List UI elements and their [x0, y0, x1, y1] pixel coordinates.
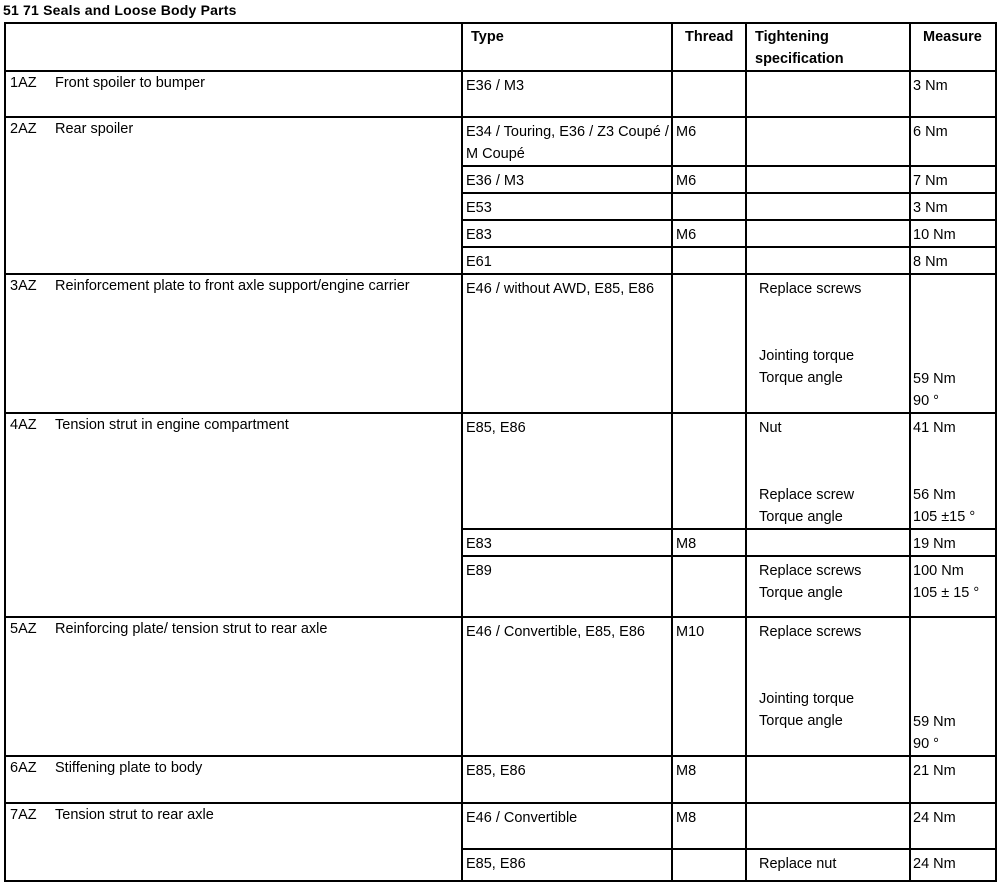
measure-list	[911, 194, 995, 219]
spacer	[747, 300, 909, 345]
thread-value	[673, 850, 745, 853]
item-code: 1AZ	[10, 75, 37, 91]
spec-cell	[746, 413, 910, 529]
thread-cell	[672, 247, 746, 274]
thread-value	[673, 194, 745, 197]
thread-cell	[672, 274, 746, 413]
spec-cell	[746, 803, 910, 849]
measure-list	[911, 118, 995, 143]
measure-list	[911, 557, 995, 604]
spec-list	[747, 804, 909, 807]
item-description: Rear spoiler	[55, 121, 134, 137]
spacer	[747, 439, 909, 484]
measure-cell	[910, 617, 996, 756]
item-cell	[5, 117, 462, 274]
header-row	[5, 23, 996, 71]
item-code: 4AZ	[10, 417, 37, 433]
spec-list	[747, 221, 909, 224]
measure-cell	[910, 117, 996, 166]
type-value: E85, E86	[466, 420, 526, 436]
item-description: Reinforcement plate to front axle support/engine carrier	[55, 278, 410, 294]
measure-cell	[910, 529, 996, 556]
item-cell	[5, 71, 462, 117]
page-title: 51 71 Seals and Loose Body Parts	[3, 2, 237, 18]
measure-value: 100 Nm	[913, 563, 964, 579]
measure-list	[911, 757, 995, 782]
thread-cell	[672, 193, 746, 220]
spec-list	[747, 757, 909, 760]
thread-cell	[672, 756, 746, 803]
spacer	[911, 621, 995, 666]
spec-cell	[746, 617, 910, 756]
spec-cell	[746, 71, 910, 117]
type-value: E46 / Convertible	[466, 810, 578, 826]
thread-value	[673, 414, 745, 417]
type-cell	[462, 556, 672, 617]
measure-list	[911, 850, 995, 875]
measure-value: 59 Nm	[913, 371, 956, 387]
measure-value: 3 Nm	[913, 200, 948, 216]
measure-value: 59 Nm	[913, 714, 956, 730]
spec-line: Torque angle	[759, 509, 843, 525]
measure-list	[911, 618, 995, 755]
item-cell	[5, 756, 462, 803]
item-description: Reinforcing plate/ tension strut to rear axle	[55, 621, 328, 637]
measure-list	[911, 248, 995, 273]
item-cell	[5, 274, 462, 413]
measure-cell	[910, 220, 996, 247]
measure-list	[911, 530, 995, 555]
measure-value: 8 Nm	[913, 254, 948, 270]
item-code: 3AZ	[10, 278, 37, 294]
thread-value: M8	[676, 763, 697, 779]
spec-list	[747, 72, 909, 75]
type-value: E36 / M3	[466, 173, 525, 189]
thread-value: M8	[676, 536, 697, 552]
spec-cell	[746, 849, 910, 881]
measure-value: 90 °	[913, 393, 939, 409]
thread-cell	[672, 71, 746, 117]
spacer	[911, 323, 995, 368]
type-value: E36 / M3	[466, 78, 525, 94]
spec-line: Replace nut	[759, 856, 837, 872]
measure-cell	[910, 247, 996, 274]
type-value: E46 / without AWD, E85, E86	[466, 281, 655, 297]
thread-cell	[672, 117, 746, 166]
type-cell	[462, 193, 672, 220]
measure-value: 90 °	[913, 736, 939, 752]
item-cell	[5, 413, 462, 617]
spec-list	[747, 118, 909, 121]
thread-cell	[672, 803, 746, 849]
thread-value	[673, 275, 745, 278]
spec-cell	[746, 529, 910, 556]
spec-list	[747, 194, 909, 197]
table-body	[5, 71, 996, 881]
table-row	[5, 756, 996, 803]
measure-value: 7 Nm	[913, 173, 948, 189]
measure-cell	[910, 756, 996, 803]
item-description: Tension strut in engine compartment	[55, 417, 289, 433]
thread-cell	[672, 529, 746, 556]
table-row	[5, 803, 996, 849]
thread-cell	[672, 220, 746, 247]
thread-value: M6	[676, 124, 697, 140]
thread-value: M10	[676, 624, 705, 640]
item-cell	[5, 617, 462, 756]
type-cell	[462, 117, 672, 166]
item-code: 6AZ	[10, 760, 37, 776]
item-description: Front spoiler to bumper	[55, 75, 205, 91]
item-label	[6, 414, 461, 436]
measure-cell	[910, 803, 996, 849]
spec-cell	[746, 556, 910, 617]
type-value: E46 / Convertible, E85, E86	[466, 624, 645, 640]
type-cell	[462, 617, 672, 756]
header-thread: Thread	[672, 23, 746, 71]
measure-list	[911, 72, 995, 97]
thread-value	[673, 248, 745, 251]
spec-list	[747, 248, 909, 251]
item-description: Tension strut to rear axle	[55, 807, 214, 823]
measure-list	[911, 804, 995, 829]
item-code: 2AZ	[10, 121, 37, 137]
measure-cell	[910, 556, 996, 617]
thread-value: M8	[676, 810, 697, 826]
measure-list	[911, 275, 995, 412]
spec-line: Jointing torque	[759, 348, 855, 364]
type-value: E89	[466, 563, 492, 579]
type-value: E83	[466, 536, 492, 552]
item-cell	[5, 803, 462, 881]
spec-list	[747, 530, 909, 533]
spec-list	[747, 557, 909, 604]
spec-cell	[746, 756, 910, 803]
spec-cell	[746, 220, 910, 247]
spec-list	[747, 275, 909, 389]
measure-value: 10 Nm	[913, 227, 956, 243]
measure-value: 105 ±15 °	[913, 509, 976, 525]
spec-cell	[746, 274, 910, 413]
type-cell	[462, 166, 672, 193]
measure-value: 19 Nm	[913, 536, 956, 552]
item-label	[6, 118, 461, 140]
spec-list	[747, 414, 909, 528]
type-value: E53	[466, 200, 492, 216]
spacer	[747, 643, 909, 688]
measure-cell	[910, 71, 996, 117]
type-cell	[462, 756, 672, 803]
spec-line: Replace screws	[759, 624, 862, 640]
item-label	[6, 72, 461, 94]
thread-cell	[672, 166, 746, 193]
spec-line: Torque angle	[759, 713, 843, 729]
item-description: Stiffening plate to body	[55, 760, 203, 776]
thread-value	[673, 557, 745, 560]
measure-value: 56 Nm	[913, 487, 956, 503]
table-row	[5, 274, 996, 413]
spec-cell	[746, 166, 910, 193]
type-cell	[462, 247, 672, 274]
spacer	[911, 439, 995, 484]
table-row	[5, 413, 996, 529]
type-cell	[462, 71, 672, 117]
spec-line: Replace screws	[759, 281, 862, 297]
measure-value: 105 ± 15 °	[913, 585, 980, 601]
type-cell	[462, 220, 672, 247]
spec-list	[747, 850, 909, 875]
thread-cell	[672, 556, 746, 617]
type-cell	[462, 803, 672, 849]
thread-value: M6	[676, 227, 697, 243]
thread-value: M6	[676, 173, 697, 189]
item-code: 5AZ	[10, 621, 37, 637]
item-label	[6, 275, 461, 297]
type-cell	[462, 274, 672, 413]
thread-cell	[672, 617, 746, 756]
spec-cell	[746, 117, 910, 166]
type-value: E85, E86	[466, 763, 526, 779]
thread-cell	[672, 413, 746, 529]
table-row	[5, 71, 996, 117]
header-type: Type	[462, 23, 672, 71]
header-item	[5, 23, 462, 71]
type-value: E34 / Touring, E36 / Z3 Coupé / M Coupé	[466, 124, 669, 162]
table-row	[5, 117, 996, 166]
type-value: E61	[466, 254, 492, 270]
measure-cell	[910, 274, 996, 413]
spec-line: Torque angle	[759, 585, 843, 601]
measure-cell	[910, 413, 996, 529]
spec-list	[747, 167, 909, 170]
spacer	[911, 278, 995, 323]
type-cell	[462, 413, 672, 529]
header-spec: Tightening specification	[746, 23, 910, 71]
spacer	[911, 666, 995, 711]
type-value: E85, E86	[466, 856, 526, 872]
type-cell	[462, 529, 672, 556]
type-value: E83	[466, 227, 492, 243]
spec-list	[747, 618, 909, 732]
spec-cell	[746, 193, 910, 220]
measure-list	[911, 221, 995, 246]
header-measure: Measure	[910, 23, 996, 71]
spec-line: Nut	[759, 420, 782, 436]
spec-line: Jointing torque	[759, 691, 855, 707]
measure-list	[911, 414, 995, 528]
type-cell	[462, 849, 672, 881]
table-row	[5, 617, 996, 756]
spec-line: Replace screw	[759, 487, 855, 503]
measure-cell	[910, 849, 996, 881]
measure-value: 21 Nm	[913, 763, 956, 779]
thread-value	[673, 72, 745, 75]
measure-value: 24 Nm	[913, 810, 956, 826]
item-label	[6, 757, 461, 779]
measure-value: 41 Nm	[913, 420, 956, 436]
spec-table	[4, 22, 997, 882]
measure-cell	[910, 193, 996, 220]
thread-cell	[672, 849, 746, 881]
measure-value: 3 Nm	[913, 78, 948, 94]
spec-cell	[746, 247, 910, 274]
item-code: 7AZ	[10, 807, 37, 823]
measure-list	[911, 167, 995, 192]
measure-value: 6 Nm	[913, 124, 948, 140]
spec-line: Torque angle	[759, 370, 843, 386]
measure-value: 24 Nm	[913, 856, 956, 872]
item-label	[6, 618, 461, 640]
spec-line: Replace screws	[759, 563, 862, 579]
measure-cell	[910, 166, 996, 193]
